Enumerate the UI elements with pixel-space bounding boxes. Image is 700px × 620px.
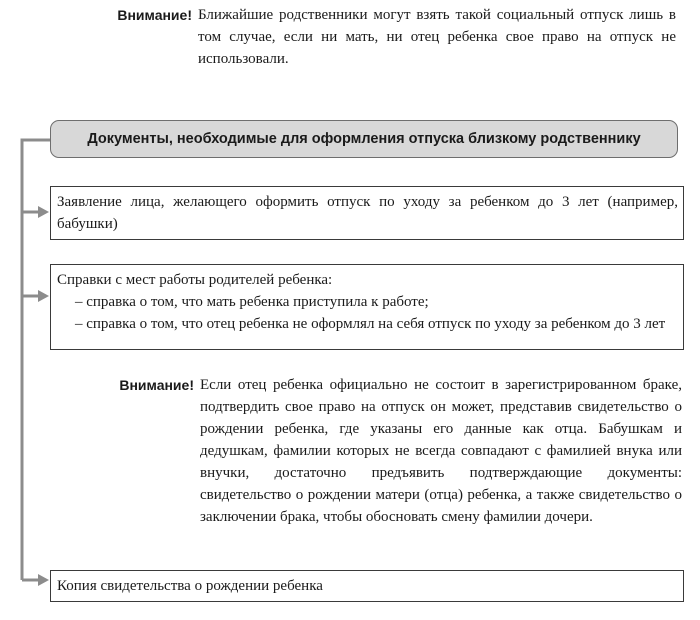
document-sub-item: – справка о том, что отец ребенка не оформлял на себя отпуск по уходу за ребенком до 3 лет (75, 316, 666, 332)
document-item (50, 570, 684, 602)
arrow-icon (38, 206, 49, 218)
document-text: Справки с мест работы родителей ребенка: (57, 272, 333, 288)
document-text: Копия свидетельства о рождении ребенка (57, 578, 323, 594)
attention-note-middle (108, 374, 684, 528)
connector-lines (22, 140, 50, 580)
connector-trunk (22, 140, 50, 580)
attention-text: Ближайшие родственники могут взять такой социальный отпуск лишь в том случае, если ни мать, ни отец ребенка свое право на отпуск не использовали. (198, 7, 676, 67)
document-item (50, 264, 684, 350)
document-sub-item: – справка о том, что мать ребенка приступила к работе; (75, 294, 429, 310)
attention-label: Внимание! (117, 7, 192, 23)
attention-text: Если отец ребенка официально не состоит в зарегистрированном браке, подтвердить свое право на отпуск он может, представив свидетельство о рождении ребенка, где указаны его данные как отца. Бабушкам и дедушкам, фамилии которых не всегда совпадают с фамилией внука или внучки, достаточно предъявить подтверждающие документы: свидетельство о рождении матери (отца) ребенка, а также свидетельство о заключении брака, чтобы обосновать смену фамилии дочери. (200, 377, 682, 525)
document-text: Заявление лица, желающего оформить отпуск по уходу за ребенком до 3 лет (например, бабушки) (57, 194, 678, 232)
arrow-icon (38, 574, 49, 586)
documents-header: Документы, необходимые для оформления отпуска близкому родственнику (50, 120, 678, 158)
document-item (50, 186, 684, 240)
attention-label: Внимание! (119, 377, 194, 393)
arrow-icon (38, 290, 49, 302)
